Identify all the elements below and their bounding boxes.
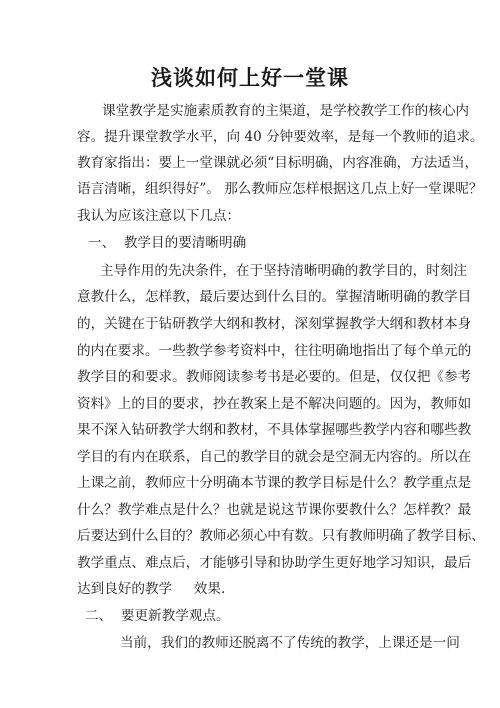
paragraph-line: 教育家指出：要上一堂课就必须“目标明确，内容准确，方法适当， <box>77 155 479 171</box>
paragraph-line: 教学重点、难点后，才能够引导和协助学生更好地学习知识，最后 <box>77 555 472 571</box>
paragraph-line: 达到良好的教学 效果. <box>77 581 226 597</box>
paragraph-line: 当前，我们的教师还脱离不了传统的教学，上课还是一问 <box>120 635 460 651</box>
paragraph-line: 后要达到什么目的？教师必须心中有数。只有教师明确了教学目标、 <box>77 528 485 544</box>
paragraph-line: 的内在要求。一些教学参考资料中，往往明确地指出了每个单元的 <box>77 343 472 359</box>
paragraph-line: 主导作用的先决条件，在于坚持清晰明确的教学目的，时刻注 <box>100 263 468 279</box>
paragraph-line: 资料》上的目的要求，抄在教案上是不解决问题的。因为，教师如 <box>77 396 472 412</box>
paragraph-line: 我认为应该注意以下几点： <box>77 208 241 224</box>
paragraph-line: 什么？教学难点是什么？也就是说这节课你要教什么？怎样教？最 <box>77 502 472 518</box>
paragraph-line: 上课之前，教师应十分明确本节课的教学目标是什么？教学重点是 <box>77 475 472 491</box>
section-heading: 二、 要更新教学观点。 <box>85 608 230 624</box>
paragraph-line: 意教什么，怎样教，最后要达到什么目的。掌握清晰明确的教学目 <box>77 289 472 305</box>
document-title: 浅谈如何上好一堂课 <box>151 65 349 90</box>
paragraph-line: 教学目的和要求。教师阅读参考书是必要的。但是，仅仅把《参考 <box>77 369 472 385</box>
paragraph-line: 的，关键在于钻研教学大纲和教材，深刻掌握教学大纲和教材本身 <box>77 316 472 332</box>
section-heading: 一、 教学目的要清晰明确 <box>88 235 247 251</box>
paragraph-line: 学目的有内在联系，自己的教学目的就会是空洞无内容的。所以在 <box>77 449 472 465</box>
paragraph-line: 容。提升课堂教学水平，向 40 分钟要效率，是每一个教师的追求。 <box>77 129 484 145</box>
paragraph-line: 果不深入钻研教学大纲和教材，不具体掌握哪些教学内容和哪些教 <box>77 422 472 438</box>
paragraph-line: 语言清晰，组织得好”。 那么教师应怎样根据这几点上好一堂课呢？ <box>77 181 483 197</box>
paragraph-line: 课堂教学是实施素质教育的主渠道，是学校教学工作的核心内 <box>102 103 470 119</box>
